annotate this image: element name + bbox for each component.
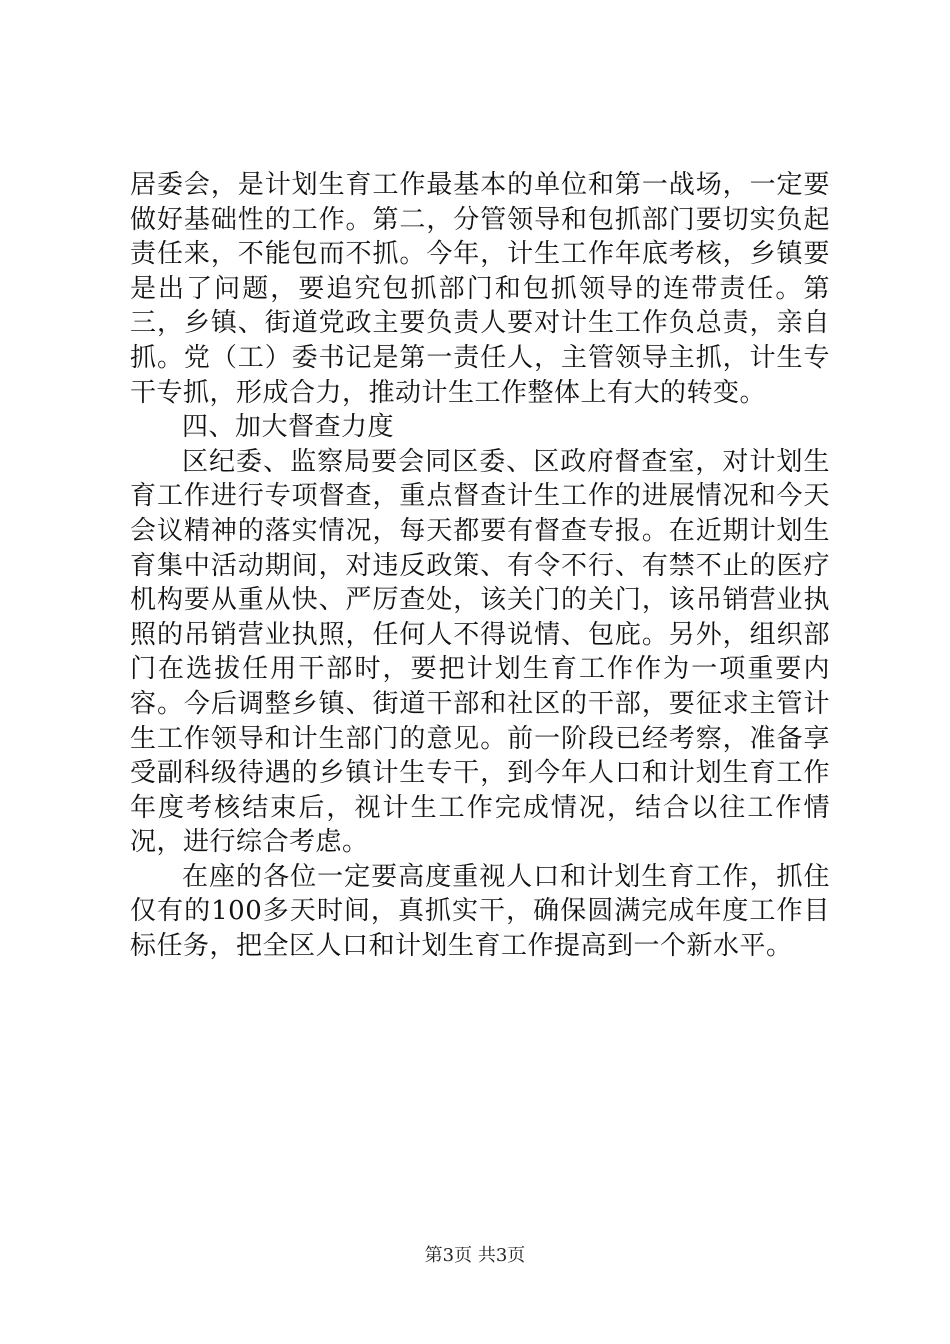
document-body bbox=[130, 168, 830, 964]
section-heading: 四、加大督查力度 bbox=[182, 412, 395, 443]
paragraph-continuation: 居委会，是计划生育工作最基本的单位和第一战场，一定要做好基础性的工作。第二，分管领导和包抓部门要切实负起责任来，不能包而不抓。今年，计生工作年底考核，乡镇要是出了问题，要追究包抓部门和包抓领导的连带责任。第三，乡镇、街道党政主要负责人要对计生工作负总责，亲自抓。党（工）委书记是第一责任人，主管领导主抓，计生专干专抓，形成合力，推动计生工作整体上有大的转变。 bbox=[130, 170, 830, 408]
paragraph-supervision: 区纪委、监察局要会同区委、区政府督查室，对计划生育工作进行专项督查，重点督查计生工作的进展情况和今天会议精神的落实情况，每天都要有督查专报。在近期计划生育集中活动期间，对违反政策、有令不行、有禁不止的医疗机构要从重从快、严厉查处，该关门的关门，该吊销营业执照的吊销营业执照，任何人不得说情、包庇。另外，组织部门在选拔任用干部时，要把计划生育工作作为一项重要内容。今后调整乡镇、街道干部和社区的干部，要征求主管计生工作领导和计生部门的意见。前一阶段已经考察，准备享受副科级待遇的乡镇计生专干，到今年人口和计划生育工作年度考核结束后，视计生工作完成情况，结合以往工作情况，进行综合考虑。 bbox=[130, 446, 830, 858]
page-footer: 第3页 共3页 bbox=[424, 1245, 526, 1266]
paragraph-conclusion: 在座的各位一定要高度重视人口和计划生育工作，抓住仅有的100多天时间，真抓实干，确保圆满完成年度工作目标任务，把全区人口和计划生育工作提高到一个新水平。 bbox=[130, 861, 830, 962]
